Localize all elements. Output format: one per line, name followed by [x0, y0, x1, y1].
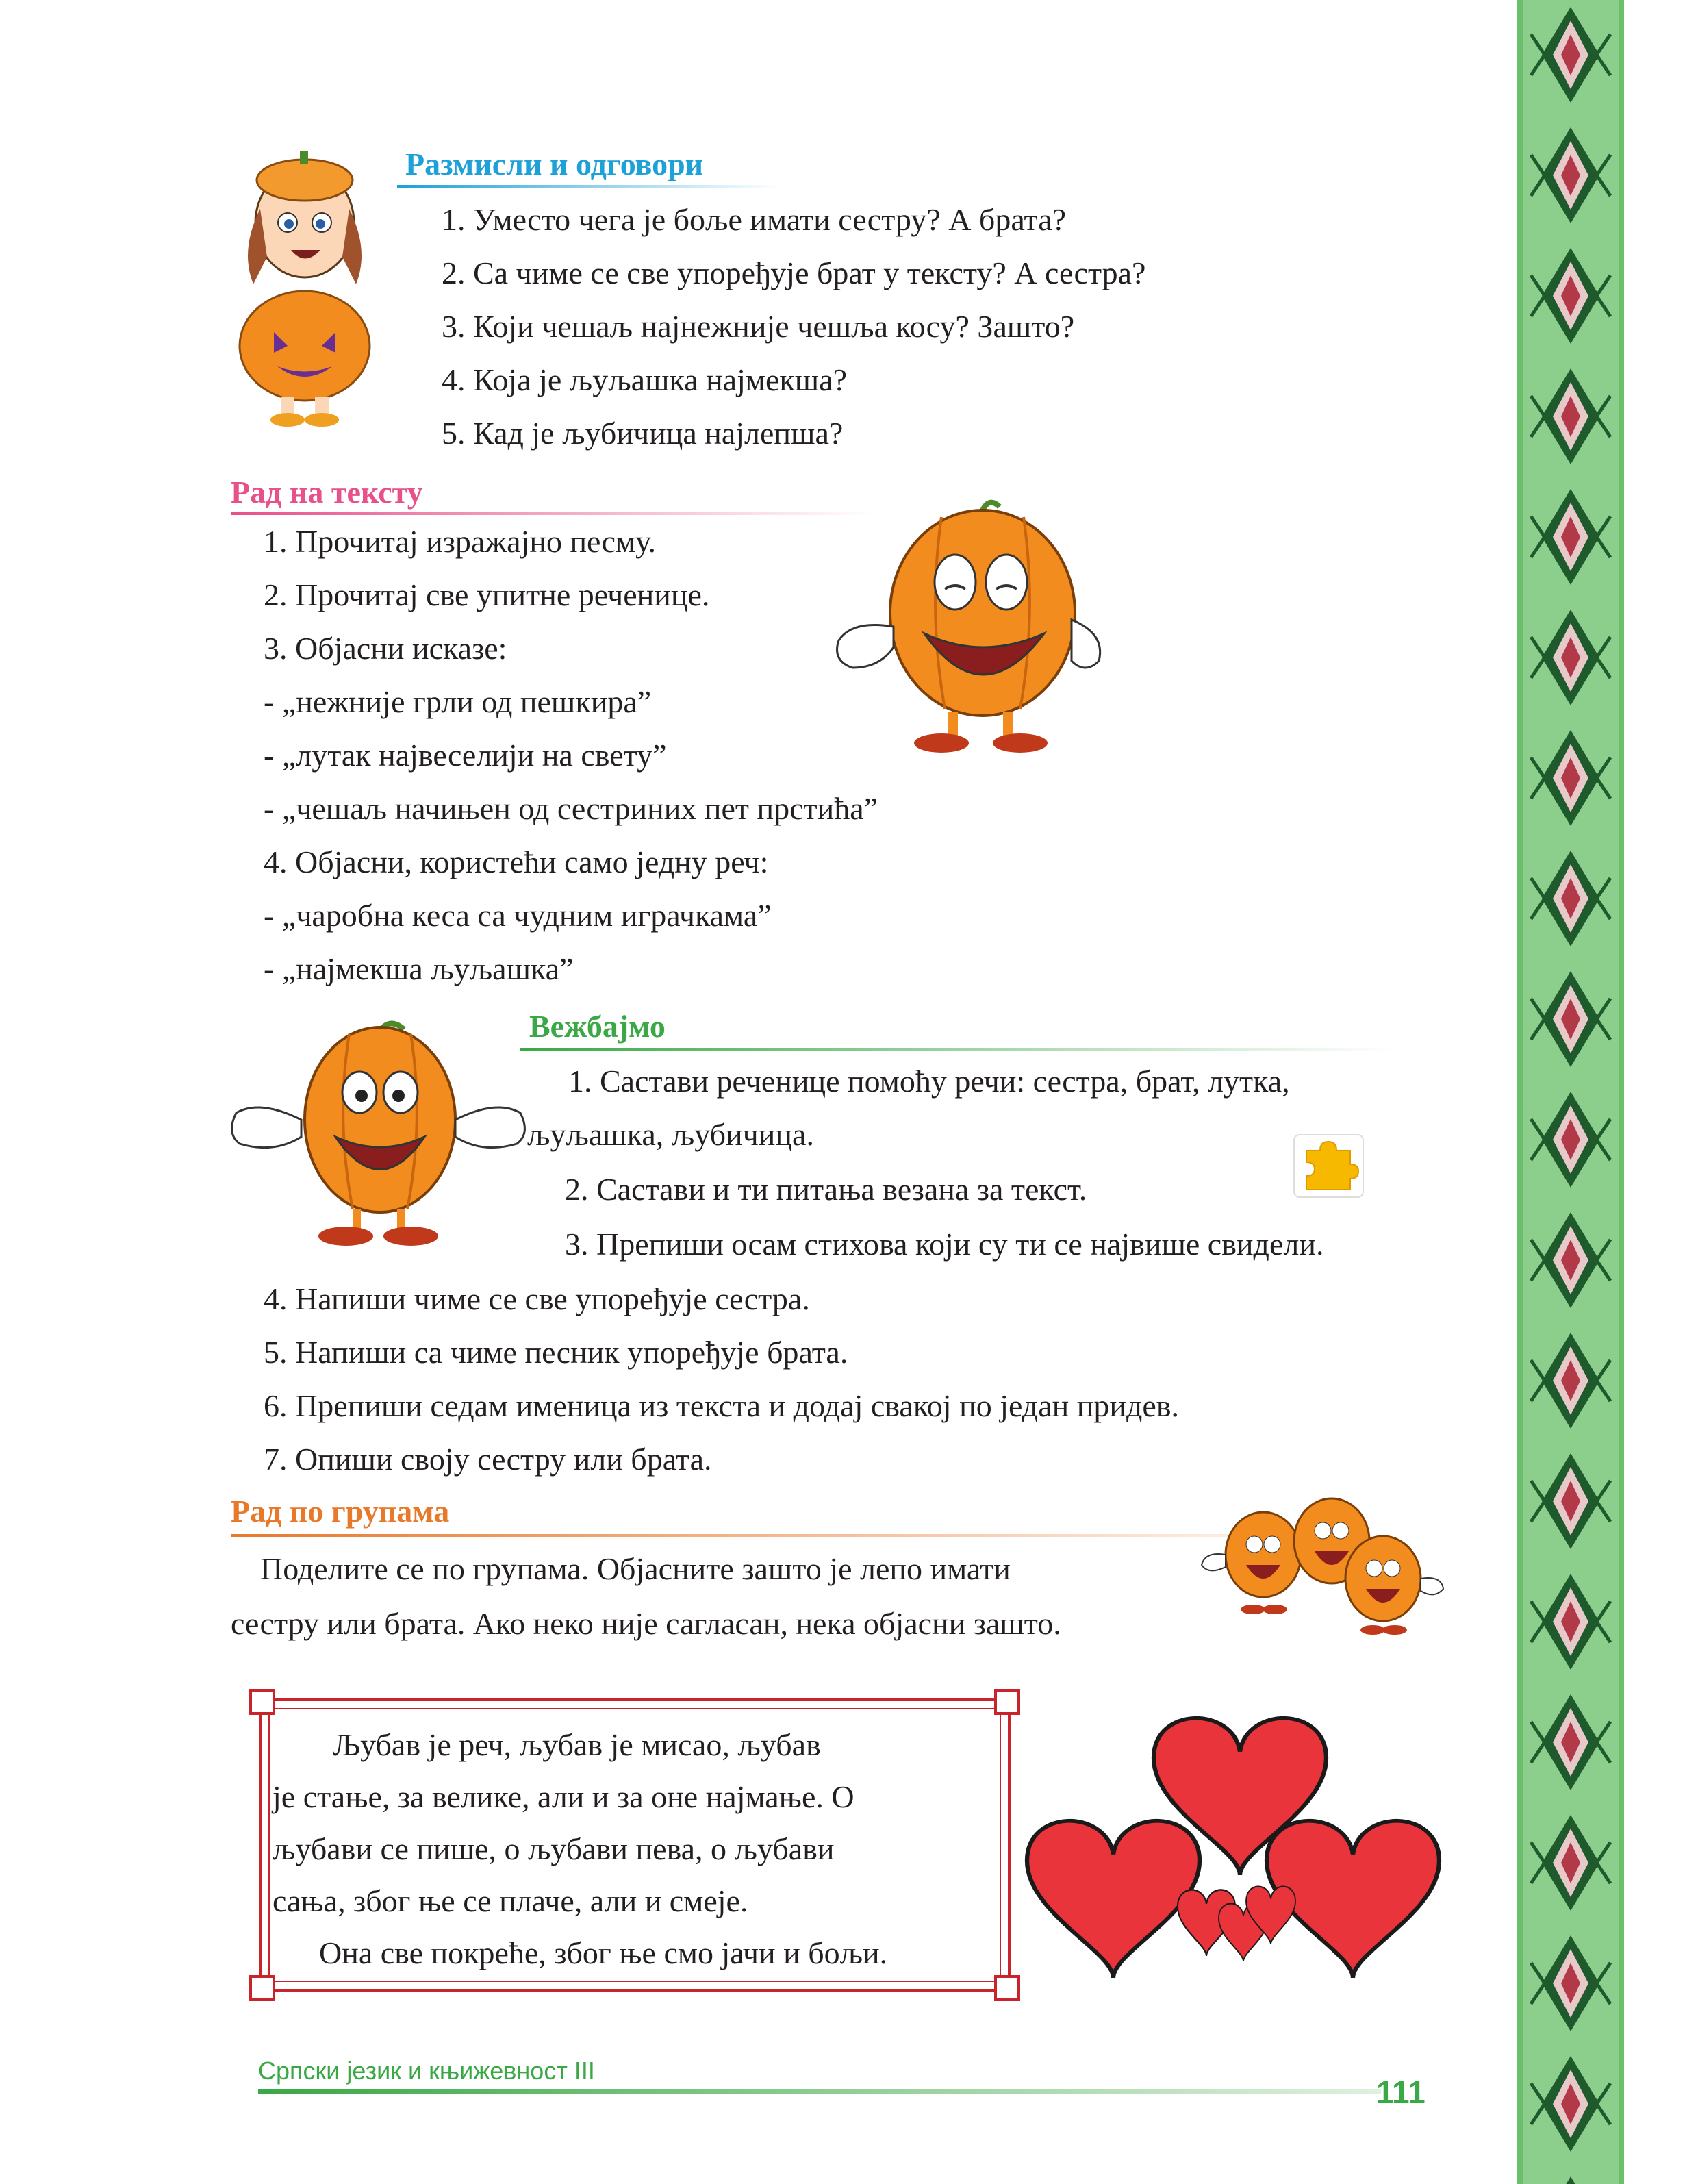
pumpkin-character-illustration	[825, 497, 1113, 757]
page-number: 111	[1376, 2074, 1425, 2110]
section-heading-think-answer: Размисли и одговори	[405, 147, 704, 181]
ornament-motif	[1531, 7, 1610, 103]
ornament-motif	[1531, 248, 1610, 344]
ornament-motif	[1531, 1694, 1610, 1790]
ornament-motif	[1531, 489, 1610, 585]
frame-corner	[994, 1689, 1020, 1715]
list-item: 6. Препиши седам именица из текста и додај свакој по један придев.	[264, 1388, 1180, 1423]
ornament-motif	[1531, 2056, 1610, 2152]
pumpkin-character-illustration	[226, 1017, 531, 1250]
list-item: - „лутак највеселији на свету”	[264, 738, 667, 773]
ornament-motif	[1531, 851, 1610, 946]
heading-underline	[397, 185, 781, 188]
ornament-motif	[1531, 730, 1610, 826]
list-item: 1. Састави реченице помоћу речи: сестра, брат, лутка,	[568, 1064, 1290, 1099]
list-item: 5. Кад је љубичица најлепша?	[442, 416, 844, 451]
list-item: 1. Уместо чега је боље имати сестру? А брата?	[442, 202, 1067, 237]
ornament-motif	[1531, 127, 1610, 223]
list-item: - „најмекша љуљашка”	[264, 951, 574, 986]
heading-underline	[520, 1048, 1397, 1051]
pumpkin-group-illustration	[1198, 1493, 1445, 1640]
list-item: 2. Са чиме се све упоређује брат у тексту? А сестра?	[442, 255, 1146, 290]
girl-pumpkin-illustration	[226, 147, 383, 428]
frame-corner	[249, 1975, 275, 2001]
list-item: 4. Која је љуљашка најмекша?	[442, 362, 848, 397]
list-item: 3. Који чешаљ најнежније чешља косу? Зашто?	[442, 309, 1075, 344]
quote-line: сања, због ње се плаче, али и смеје.	[273, 1883, 748, 1918]
ornament-motif	[1531, 610, 1610, 705]
ornament-motif	[1531, 2176, 1610, 2184]
section-heading-practice: Вежбајмо	[529, 1009, 666, 1044]
list-item: 1. Прочитај изражајно песму.	[264, 524, 657, 559]
list-item: 4. Напиши чиме се све упоређује сестра.	[264, 1281, 810, 1316]
puzzle-icon	[1293, 1133, 1365, 1198]
quote-line: Она све покреће, због ње смо јачи и бољи.	[319, 1935, 888, 1970]
list-item: 2. Састави и ти питања везана за текст.	[565, 1172, 1087, 1207]
quote-line: је стање, за велике, али и за оне најмање. О	[273, 1779, 854, 1814]
ornament-motif	[1531, 368, 1610, 464]
ornament-motif	[1531, 1815, 1610, 1911]
ornament-motif	[1531, 1574, 1610, 1670]
list-item: - „нежније грли од пешкира”	[264, 684, 652, 719]
quote-box	[259, 1698, 1011, 1992]
section-heading-group-work: Рад по групама	[231, 1494, 450, 1529]
list-item: љуљашка, љубичица.	[527, 1117, 814, 1152]
quote-text	[273, 1719, 991, 1979]
ornament-motif	[1531, 971, 1610, 1067]
list-item: 5. Напиши са чиме песник упоређује брата.	[264, 1335, 848, 1370]
quote-line: Љубав је реч, љубав је мисао, љубав	[333, 1727, 821, 1762]
text-work-list	[264, 515, 878, 996]
quote-line: љубави се пише, о љубави пева, о љубави	[273, 1831, 835, 1866]
ornament-motif	[1531, 1092, 1610, 1188]
hearts-illustration	[1020, 1705, 1465, 1993]
frame-corner	[994, 1975, 1020, 2001]
ornament-motif	[1531, 1333, 1610, 1429]
list-item: - „чешаљ начињен од сестриних пет прстића”	[264, 791, 878, 826]
practice-list	[264, 1272, 1179, 1486]
list-item: 3. Препиши осам стихова који су ти се највише свидели.	[565, 1227, 1324, 1262]
ornament-motif	[1531, 1935, 1610, 2031]
group-work-text: Поделите се по групама. Објасните зашто је лепо имати	[260, 1551, 1011, 1586]
decorative-border-strip	[1517, 0, 1624, 2184]
ornament-motif	[1531, 1212, 1610, 1308]
list-item: - „чаробна кеса са чудним играчкама”	[264, 898, 772, 933]
think-answer-list	[442, 193, 1145, 460]
ornament-pattern	[1517, 0, 1624, 2184]
ornament-motif	[1531, 1453, 1610, 1549]
list-item: 7. Опиши своју сестру или брата.	[264, 1442, 712, 1477]
list-item: 3. Објасни исказе:	[264, 631, 507, 666]
section-heading-text-work: Рад на тексту	[231, 475, 423, 510]
group-work-text: сестру или брата. Ако неко није сагласан, нека објасни зашто.	[231, 1606, 1061, 1641]
book-title: Српски језик и књижевност III	[258, 2057, 595, 2085]
footer-underline	[258, 2089, 1381, 2094]
list-item: 4. Објасни, користећи само једну реч:	[264, 844, 769, 879]
list-item: 2. Прочитај све упитне реченице.	[264, 577, 710, 612]
frame-corner	[249, 1689, 275, 1715]
